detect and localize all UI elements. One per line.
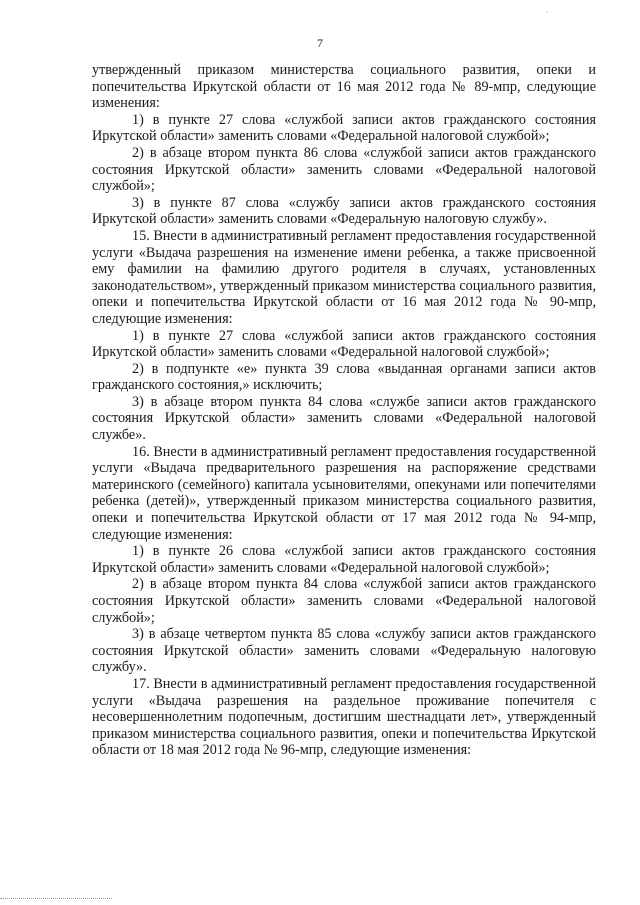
paragraph: 1) в пункте 27 слова «службой записи актов гражданского состояния Иркутской области» заменить словами «Федеральной налоговой службой»; xyxy=(92,111,596,145)
paragraph: 3) в пункте 87 слова «службу записи актов гражданского состояния Иркутской области» заменить словами «Федеральную налоговую службу». xyxy=(92,194,596,228)
paragraph: 1) в пункте 26 слова «службой записи актов гражданского состояния Иркутской области» заменить словами «Федеральной налоговой службой»; xyxy=(92,543,596,576)
paragraph: 17. Внести в административный регламент предоставления государственной услуги «Выдача разрешения на раздельное проживание попечителя с несовершеннолетним подопечным, достигшим шестнадцати лет», утвержденный приказом министерства социального развития, опеки и попечительства Иркутской области от 18 мая 2012 года № 96-мпр, следующие изменения: xyxy=(92,675,596,759)
corner-mark: · xyxy=(546,8,549,17)
bottom-divider xyxy=(0,898,112,899)
paragraph: 3) в абзаце четвертом пункта 85 слова «службу записи актов гражданского состояния Иркутской области» заменить словами «Федеральную налоговую службу». xyxy=(92,626,596,676)
paragraph: утвержденный приказом министерства социального развития, опеки и попечительства Иркутской области от 16 мая 2012 года № 89-мпр, следующие изменения: xyxy=(92,62,596,112)
paragraph: 2) в абзаце втором пункта 84 слова «службой записи актов гражданского состояния Иркутской области» заменить словами «Федеральной налоговой службой»; xyxy=(92,576,596,626)
paragraph: 2) в подпункте «е» пункта 39 слова «выданная органами записи актов гражданского состояния,» исключить; xyxy=(92,360,596,394)
page-number: 7 xyxy=(317,36,323,50)
paragraph: 15. Внести в административный регламент предоставления государственной услуги «Выдача разрешения на изменение имени ребенка, а также присвоенной ему фамилии на фамилию другого родителя в случаях, установленных законодательством», утвержденный приказом министерства социального развития, опеки и попечительства Иркутской области от 16 мая 2012 года № 90-мпр, следующие изменения: xyxy=(92,227,596,327)
paragraph: 2) в абзаце втором пункта 86 слова «службой записи актов гражданского состояния Иркутской области» заменить словами «Федеральной налоговой службой»; xyxy=(92,144,596,195)
document-body xyxy=(92,62,596,759)
paragraph: 3) в абзаце втором пункта 84 слова «службе записи актов гражданского состояния Иркутской области» заменить словами «Федеральной налоговой службе». xyxy=(92,393,596,444)
paragraph: 16. Внести в административный регламент предоставления государственной услуги «Выдача предварительного разрешения на распоряжение средствами материнского (семейного) капитала усыновителями, опекунами или попечителями ребенка (детей)», утвержденный приказом министерства социального развития, опеки и попечительства Иркутской области от 17 мая 2012 года № 94-мпр, следующие изменения: xyxy=(92,443,596,543)
paragraph: 1) в пункте 27 слова «службой записи актов гражданского состояния Иркутской области» заменить словами «Федеральной налоговой службой»; xyxy=(92,327,596,361)
